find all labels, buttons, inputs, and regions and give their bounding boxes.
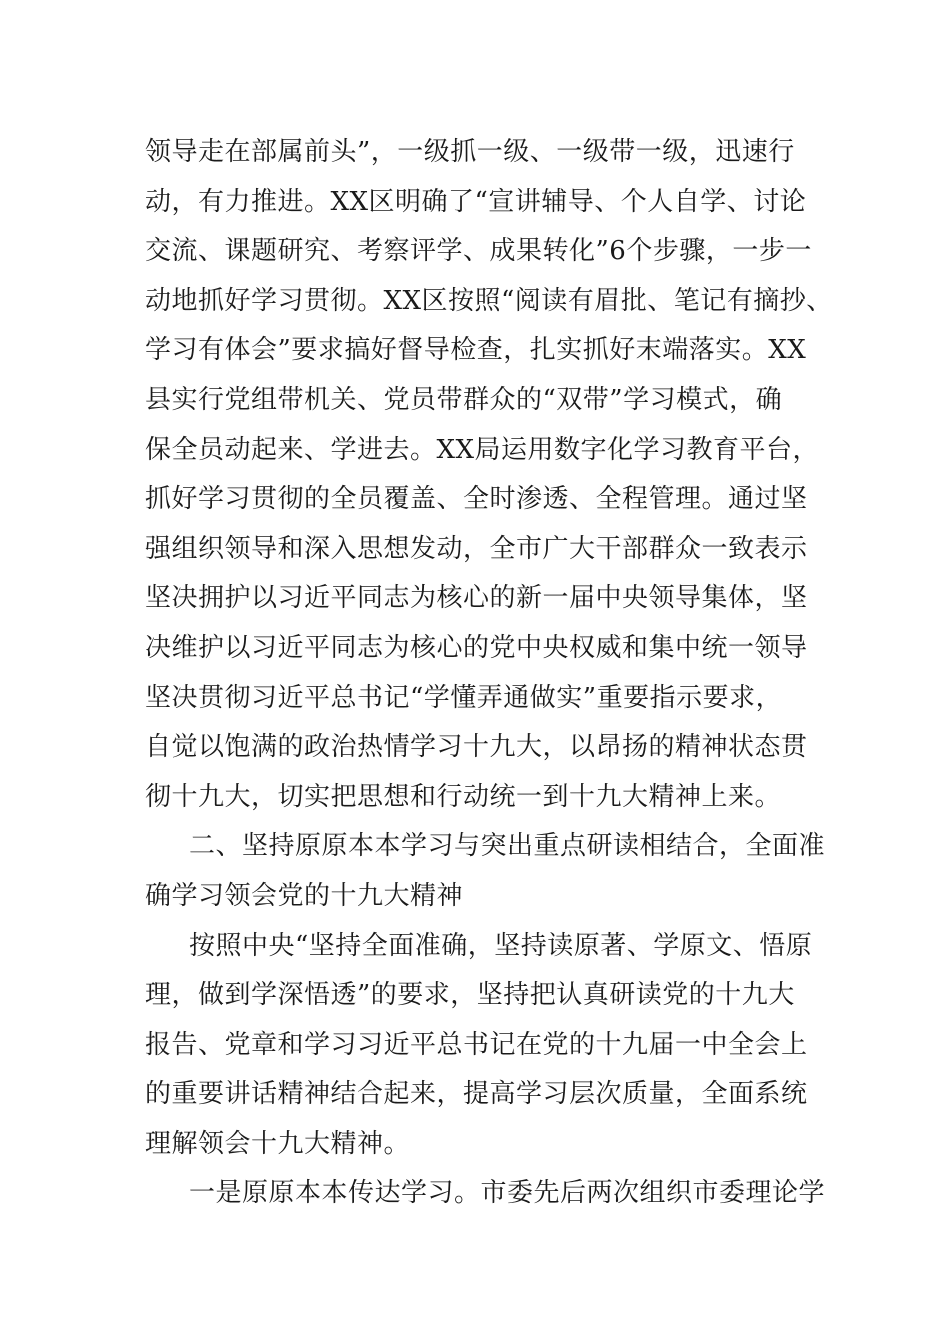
text-line: 交流、课题研究、考察评学、成果转化”6个步骤，一步一 [145,236,812,267]
body-text [145,128,833,1219]
text-line: 坚决贯彻习近平总书记“学懂弄通做实”重要指示要求， [145,682,783,713]
text-line: 抓好学习贯彻的全员覆盖、全时渗透、全程管理。通过坚 [145,484,808,515]
text-line: 报告、党章和学习习近平总书记在党的十九届一中全会上 [145,1029,808,1060]
text-line: 自觉以饱满的政治热情学习十九大，以昂扬的精神状态贯 [145,732,808,763]
section-heading-line: 确学习领会党的十九大精神 [145,880,464,911]
text-line: 领导走在部属前头”，一级抓一级、一级带一级，迅速行 [145,137,795,167]
text-line: 按照中央“坚持全面准确，坚持读原著、学原文、悟原 [189,930,813,961]
text-line: 保全员动起来、学进去。XX局运用数字化学习教育平台， [145,434,820,465]
text-line: 强组织领导和深入思想发动，全市广大干部群众一致表示 [145,533,808,564]
text-line: 县实行党组带机关、党员带群众的“双带”学习模式，确 [145,384,783,415]
text-line: 学习有体会”要求搞好督导检查，扎实抓好末端落实。XX [145,335,807,366]
text-line: 决维护以习近平同志为核心的党中央权威和集中统一领导 [145,632,808,663]
text-line: 理解领会十九大精神。 [145,1128,411,1159]
text-line: 坚决拥护以习近平同志为核心的新一届中央领导集体，坚 [145,583,808,614]
text-line: 的重要讲话精神结合起来，提高学习层次质量，全面系统 [145,1079,808,1110]
text-line: 理，做到学深悟透”的要求，坚持把认真研读党的十九大 [145,980,795,1011]
text-line: 动，有力推进。XX区明确了“宣讲辅导、个人自学、讨论 [145,186,807,217]
text-line: 动地抓好学习贯彻。XX区按照“阅读有眉批、笔记有摘抄、 [145,285,833,316]
section-heading-line: 二、坚持原原本本学习与突出重点研读相结合，全面准 [189,831,826,862]
text-line: 彻十九大，切实把思想和行动统一到十九大精神上来。 [145,781,782,812]
text-line: 一是原原本本传达学习。市委先后两次组织市委理论学 [189,1178,826,1209]
